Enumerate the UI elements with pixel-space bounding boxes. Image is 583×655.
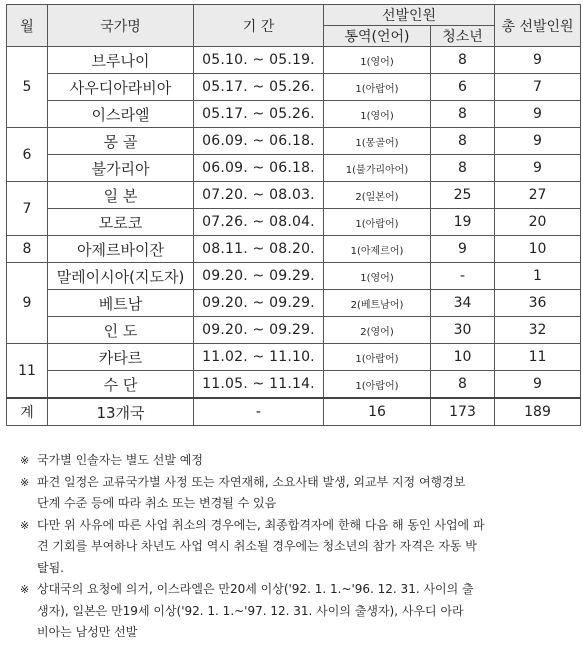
youth-cell: 8 — [431, 101, 495, 128]
youth-cell: 8 — [431, 155, 495, 182]
youth-cell: 34 — [431, 290, 495, 317]
total-cell: 9 — [495, 155, 581, 182]
total-cell: 9 — [495, 128, 581, 155]
note-line: 견 기회를 부여하나 차년도 사업 역시 취소될 경우에는 청소년의 참가 자격은 자동 박 — [37, 539, 477, 553]
interpreter-cell: 1(아제르어) — [324, 236, 431, 263]
total-cell: 1 — [495, 263, 581, 290]
interpreter-cell: 1(영어) — [324, 101, 431, 128]
table-row — [7, 209, 581, 236]
period-cell: 08.11. ~ 08.20. — [194, 236, 324, 263]
period-cell: 09.20. ~ 09.29. — [194, 317, 324, 344]
table-row — [7, 344, 581, 371]
note-mark: ※ — [20, 475, 30, 489]
table-row — [7, 47, 581, 74]
note-item — [20, 450, 580, 472]
period-cell: 06.09. ~ 06.18. — [194, 128, 324, 155]
period-cell: 05.17. ~ 05.26. — [194, 74, 324, 101]
table-row — [7, 290, 581, 317]
interpreter-cell: 2(일본어) — [324, 182, 431, 209]
table-header-row — [7, 5, 581, 26]
country-cell: 이스라엘 — [48, 101, 194, 128]
period-cell: 11.02. ~ 11.10. — [194, 344, 324, 371]
table-row — [7, 128, 581, 155]
table-row — [7, 371, 581, 399]
youth-cell: 19 — [431, 209, 495, 236]
month-cell: 11 — [7, 344, 48, 399]
total-cell: 11 — [495, 344, 581, 371]
country-cell: 수 단 — [48, 371, 194, 399]
table-row — [7, 263, 581, 290]
table-row — [7, 182, 581, 209]
header-selected: 선발인원 — [324, 5, 495, 26]
country-cell: 아제르바이잔 — [48, 236, 194, 263]
country-cell: 모로코 — [48, 209, 194, 236]
note-line: 상대국의 요청에 의거, 이스라엘은 만20세 이상('92. 1. 1.~'96. 12. 31. 사이의 출 — [37, 582, 474, 596]
header-youth: 청소년 — [431, 26, 495, 47]
period-cell: 09.20. ~ 09.29. — [194, 263, 324, 290]
month-cell: 5 — [7, 47, 48, 128]
interpreter-cell: 1(아랍어) — [324, 371, 431, 399]
note-line: 국가별 인솔자는 별도 선발 예정 — [37, 453, 203, 467]
total-period: - — [194, 398, 324, 426]
header-month: 월 — [7, 5, 48, 47]
total-cell: 9 — [495, 47, 581, 74]
youth-cell: 8 — [431, 128, 495, 155]
note-line: 탈됨. — [37, 560, 64, 575]
country-cell: 말레이시아(지도자) — [48, 263, 194, 290]
interpreter-cell: 1(아랍어) — [324, 344, 431, 371]
total-cell: 7 — [495, 74, 581, 101]
period-cell: 09.20. ~ 09.29. — [194, 290, 324, 317]
country-cell: 몽 골 — [48, 128, 194, 155]
period-cell: 05.10. ~ 05.19. — [194, 47, 324, 74]
table-row — [7, 236, 581, 263]
youth-cell: - — [431, 263, 495, 290]
header-period: 기 간 — [194, 5, 324, 47]
note-line: 생자), 일본은 만19세 이상('92. 1. 1.~'97. 12. 31. 사이의 출생자), 사우디 아라 — [37, 603, 464, 618]
interpreter-cell: 2(베트남어) — [324, 290, 431, 317]
note-mark: ※ — [20, 583, 30, 596]
interpreter-cell: 1(불가리아어) — [324, 155, 431, 182]
table-row — [7, 74, 581, 101]
country-cell: 불가리아 — [48, 155, 194, 182]
note-line: 파견 일정은 교류국가별 사정 또는 자연재해, 소요사태 발생, 외교부 지정 여행경보 — [37, 474, 466, 489]
total-cell: 9 — [495, 371, 581, 399]
country-cell: 카타르 — [48, 344, 194, 371]
interpreter-cell: 2(영어) — [324, 317, 431, 344]
youth-cell: 8 — [431, 47, 495, 74]
country-cell: 베트남 — [48, 290, 194, 317]
total-youth: 173 — [431, 398, 495, 426]
total-cell: 10 — [495, 236, 581, 263]
interpreter-cell: 1(몽골어) — [324, 128, 431, 155]
period-cell: 11.05. ~ 11.14. — [194, 371, 324, 399]
month-cell: 8 — [7, 236, 48, 263]
total-interpreters: 16 — [324, 398, 431, 426]
total-cell: 36 — [495, 290, 581, 317]
header-total: 총 선발인원 — [495, 5, 581, 47]
grand-total: 189 — [495, 398, 581, 426]
total-cell: 20 — [495, 209, 581, 236]
period-cell: 05.17. ~ 05.26. — [194, 101, 324, 128]
total-cell: 27 — [495, 182, 581, 209]
note-mark: ※ — [20, 518, 30, 532]
country-cell: 브루나이 — [48, 47, 194, 74]
table-row — [7, 101, 581, 128]
total-cell: 32 — [495, 317, 581, 344]
header-country: 국가명 — [48, 5, 194, 47]
country-cell: 일 본 — [48, 182, 194, 209]
note-line: 단계 수준 등에 따라 취소 또는 변경될 수 있음 — [37, 496, 277, 510]
table-row — [7, 155, 581, 182]
youth-cell: 6 — [431, 74, 495, 101]
country-cell: 사우디아라비아 — [48, 74, 194, 101]
interpreter-cell: 1(아랍어) — [324, 74, 431, 101]
country-cell: 인 도 — [48, 317, 194, 344]
period-cell: 07.20. ~ 08.03. — [194, 182, 324, 209]
selection-schedule-table — [6, 4, 581, 426]
note-item — [20, 579, 580, 644]
month-cell: 9 — [7, 263, 48, 344]
youth-cell: 10 — [431, 344, 495, 371]
interpreter-cell: 1(영어) — [324, 263, 431, 290]
interpreter-cell: 1(아랍어) — [324, 209, 431, 236]
note-item — [20, 515, 580, 580]
total-label: 계 — [7, 398, 48, 426]
note-item — [20, 472, 580, 515]
total-country-count: 13개국 — [48, 398, 194, 426]
total-cell: 9 — [495, 101, 581, 128]
month-cell: 6 — [7, 128, 48, 182]
note-mark: ※ — [20, 454, 30, 467]
period-cell: 06.09. ~ 06.18. — [194, 155, 324, 182]
notes-section — [20, 450, 580, 644]
youth-cell: 8 — [431, 371, 495, 399]
note-line: 다만 위 사유에 따른 사업 취소의 경우에는, 최종합격자에 한해 다음 해 동인 사업에 파 — [37, 517, 485, 532]
youth-cell: 30 — [431, 317, 495, 344]
interpreter-cell: 1(영어) — [324, 47, 431, 74]
youth-cell: 25 — [431, 182, 495, 209]
month-cell: 7 — [7, 182, 48, 236]
header-interpreter: 통역(언어) — [324, 26, 431, 47]
period-cell: 07.26. ~ 08.04. — [194, 209, 324, 236]
youth-cell: 9 — [431, 236, 495, 263]
table-row — [7, 317, 581, 344]
total-row — [7, 398, 581, 426]
note-line: 비아는 남성만 선발 — [37, 625, 138, 639]
